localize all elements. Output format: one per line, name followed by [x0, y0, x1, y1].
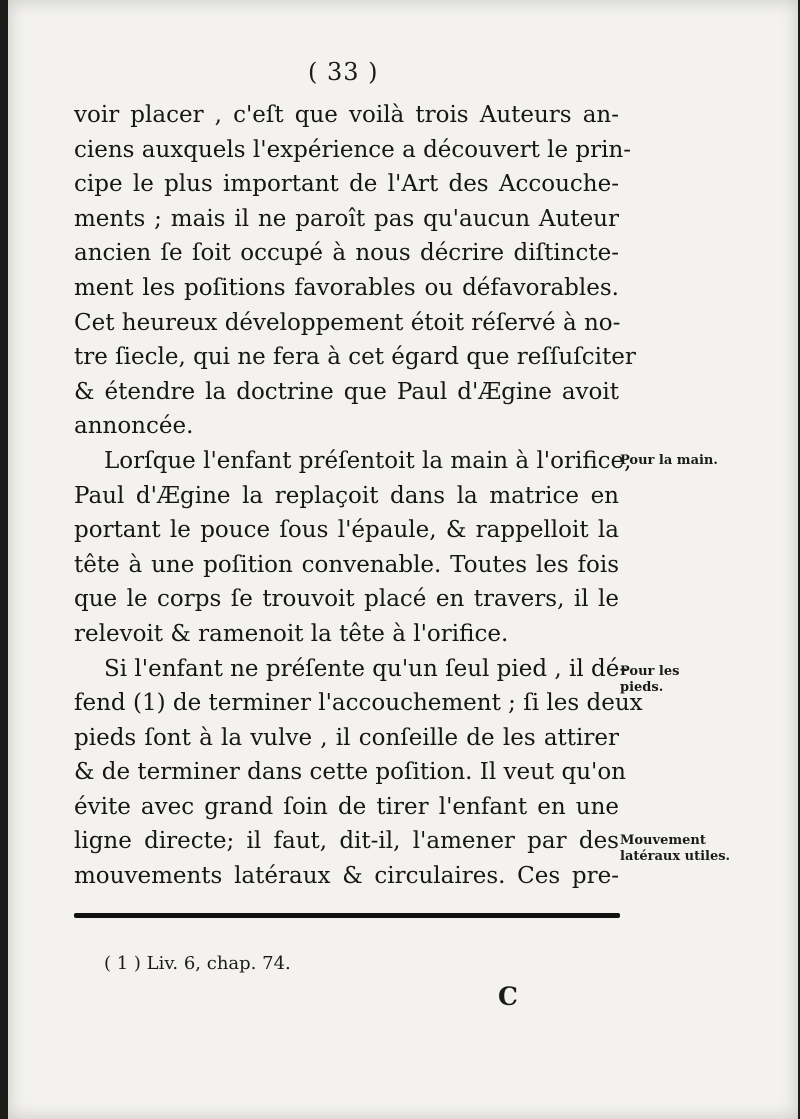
paragraph-2 — [74, 444, 632, 652]
text-line: que le corps ſe trouvoit placé en travers, il le — [74, 586, 619, 613]
signature-mark: C — [498, 982, 518, 1011]
text-line: relevoit & ramenoit la tête à l'orifice. — [74, 620, 509, 647]
paragraph-1 — [74, 98, 636, 444]
text-line: ments ; mais il ne paroît pas qu'aucun Auteur — [74, 205, 619, 232]
text-line: Lorſque l'enfant préſentoit la main à l'orifice, — [104, 447, 632, 474]
text-line: cipe le plus important de l'Art des Accouche- — [74, 171, 619, 198]
text-line: mouvements latéraux & circulaires. Ces pre- — [74, 863, 619, 890]
book-page — [8, 0, 798, 1119]
footnote: ( 1 ) Liv. 6, chap. 74. — [104, 953, 291, 974]
text-line: & étendre la doctrine que Paul d'Ægine avoit — [74, 378, 619, 405]
text-line: fend (1) de terminer l'accouchement ; ſi les deux — [74, 690, 643, 717]
text-line: ciens auxquels l'expérience a découvert le prin- — [74, 136, 632, 163]
text-line: pieds ſont à la vulve , il conſeille de les attirer — [74, 724, 619, 751]
paragraph-3 — [74, 652, 643, 894]
page-number: ( 33 ) — [308, 58, 379, 86]
text-line: annoncée. — [74, 413, 194, 440]
text-line: Cet heureux développement étoit réſervé à no- — [74, 309, 621, 336]
text-line: tête à une poſition convenable. Toutes les fois — [74, 551, 619, 578]
text-line: & de terminer dans cette poſition. Il veut qu'on — [74, 759, 626, 786]
text-line: évite avec grand ſoin de tirer l'enfant en une — [74, 793, 619, 820]
footnote-rule — [74, 913, 620, 918]
main-text — [74, 98, 643, 894]
text-line: ment les poſitions favorables ou défavorables. — [74, 274, 619, 301]
text-line: ligne directe; il faut, dit-il, l'amener par des — [74, 828, 619, 855]
margin-note-mouvement: Mouvement latéraux utiles. — [620, 833, 731, 864]
margin-note-pieds: Pour les pieds. — [620, 664, 680, 695]
text-line: Paul d'Ægine la replaçoit dans la matrice en — [74, 482, 619, 509]
margin-note-main: Pour la main. — [620, 453, 718, 468]
text-line: portant le pouce ſous l'épaule, & rappelloit la — [74, 517, 619, 544]
text-line: Si l'enfant ne préſente qu'un ſeul pied , il dé- — [104, 655, 628, 682]
text-line: tre ſiecle, qui ne fera à cet égard que reſſuſciter — [74, 344, 636, 371]
text-line: ancien ſe ſoit occupé à nous décrire diſtincte- — [74, 240, 619, 267]
text-line: voir placer , c'eſt que voilà trois Auteurs an- — [74, 102, 619, 128]
